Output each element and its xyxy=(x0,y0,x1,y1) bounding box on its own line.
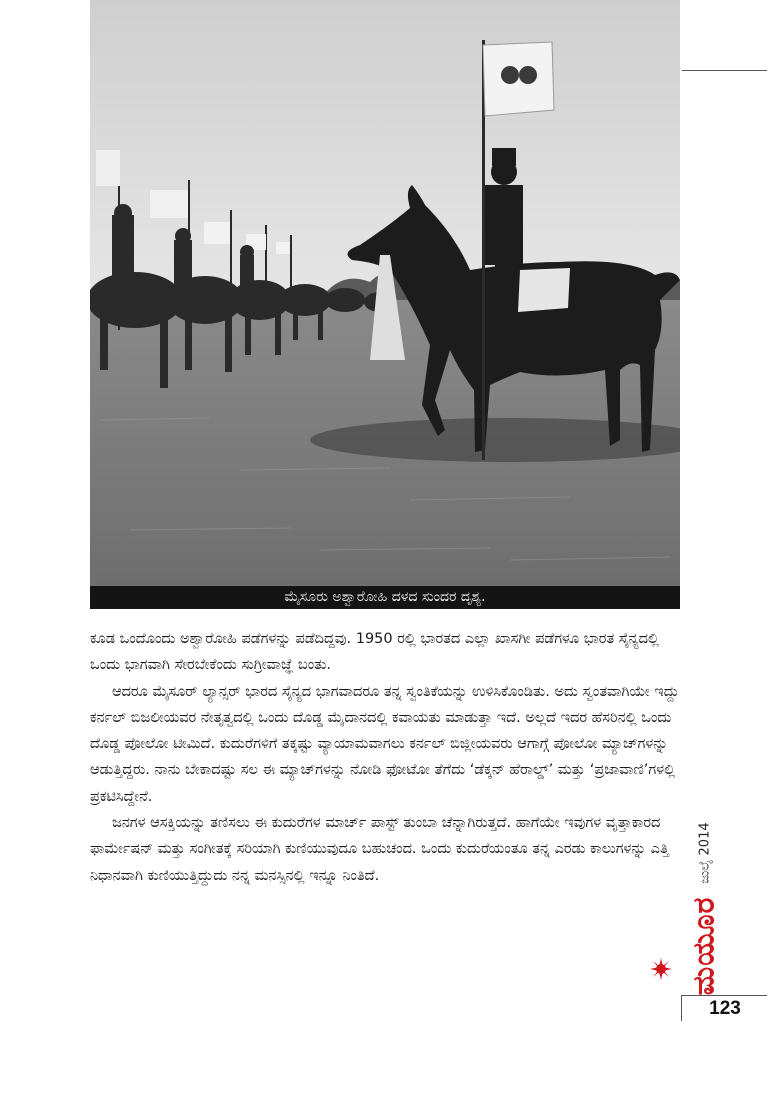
issue-date-text: ಜುಲೈ 2014 xyxy=(697,822,713,884)
issue-date xyxy=(690,808,720,898)
paragraph: ಆದರೂ ಮೈಸೂರ್ ಲ್ಯಾನ್ಸರ್ ಭಾರದ ಸೈನ್ಯದ ಭಾಗವಾದರೂ ತನ್ನ ಸ್ವಂತಿಕೆಯನ್ನು ಉಳಿಸಿಕೊಂಡಿತು. ಅದು ಸ್ವಂತವಾಗಿಯೇ ಇದ್ದು ಕರ್ನಲ್ ಬಿಜಲೀಯವರ ನೇತೃತ್ವದಲ್ಲಿ ಒಂದು ದೊಡ್ಡ ಮೈದಾನದಲ್ಲಿ ಕವಾಯತು ಮಾಡುತ್ತಾ ಇದೆ. ಅಲ್ಲದೆ ಇದರ ಹೆಸರಿನಲ್ಲಿ ಒಂದು ದೊಡ್ಡ ಪೋಲೋ ಟೀಮಿದೆ. ಕುದುರೆಗಳಿಗೆ ತಕ್ಕಷ್ಟು ವ್ಯಾಯಾಮವಾಗಲು ಕರ್ನಲ್ ಬಿಜ್ಲೀಯವರು ಆಗಾಗ್ಗೆ ಪೋಲೋ ಮ್ಯಾಚ್‌ಗಳನ್ನು ಆಡುತ್ತಿದ್ದರು. ನಾನು ಬೇಕಾದಷ್ಟು ಸಲ ಈ ಮ್ಯಾಚ್‌ಗಳನ್ನು ನೋಡಿ ಫೋಟೋ ತೆಗೆದು ‘ಡೆಕ್ಕನ್ ಹೆರಾಲ್ಡ್’ ಮತ್ತು ‘ಪ್ರಜಾವಾಣಿ’ಗಳಲ್ಲಿ ಪ್ರಕಟಿಸಿದ್ದೇನೆ. xyxy=(90,683,680,805)
photo-caption: ಮೈಸೂರು ಅಶ್ವಾರೋಹಿ ದಳದ ಸುಂದರ ದೃಶ್ಯ. xyxy=(90,586,680,609)
mounted-lancers-photo xyxy=(90,0,680,586)
paragraph: ಕೂಡ ಒಂದೊಂದು ಅಶ್ವಾರೋಹಿ ಪಡೆಗಳನ್ನು ಪಡೆದಿದ್ದವು. 1950 ರಲ್ಲಿ ಭಾರತದ ಎಲ್ಲಾ ಖಾಸಗೀ ಪಡೆಗಳೂ ಭಾರತ ಸೈನ್ಯದಲ್ಲಿ ಒಂದು ಭಾಗವಾಗಿ ಸೇರಬೇಕೆಂದು ಸುಗ್ರೀವಾಜ್ಞೆ ಬಂತು. xyxy=(90,631,659,674)
article-body xyxy=(90,626,680,889)
page-number: 123 xyxy=(709,998,741,1019)
peacock-star-icon xyxy=(650,958,672,980)
lancers-photo xyxy=(90,0,680,586)
magazine-name: ಮಯೂರ xyxy=(686,896,722,996)
page-number-divider xyxy=(681,995,682,1021)
bottom-divider xyxy=(682,995,767,996)
top-divider xyxy=(682,70,767,71)
paragraph: ಜನಗಳ ಆಸಕ್ತಿಯನ್ನು ತಣಿಸಲು ಈ ಕುದುರೆಗಳ ಮಾರ್ಚ್ ಪಾಸ್ಟ್ ತುಂಬಾ ಚೆನ್ನಾಗಿರುತ್ತದೆ. ಹಾಗೆಯೇ ಇವುಗಳ ವೃತ್ತಾಕಾರದ ಫಾರ್ಮೇಷನ್ ಮತ್ತು ಸಂಗೀತಕ್ಕೆ ಸರಿಯಾಗಿ ಕುಣಿಯುವುದೂ ಬಹುಚಂದ. ಒಂದು ಕುದುರೆಯಂತೂ ತನ್ನ ಎರಡು ಕಾಲುಗಳನ್ನು ಎತ್ತಿ ನಿಧಾನವಾಗಿ ಕುಣಿಯುತ್ತಿದ್ದುದು ನನ್ನ ಮನಸ್ಸಿನಲ್ಲಿ ಇನ್ನೂ ನಿಂತಿದೆ. xyxy=(90,815,669,884)
magazine-logo xyxy=(686,896,722,996)
